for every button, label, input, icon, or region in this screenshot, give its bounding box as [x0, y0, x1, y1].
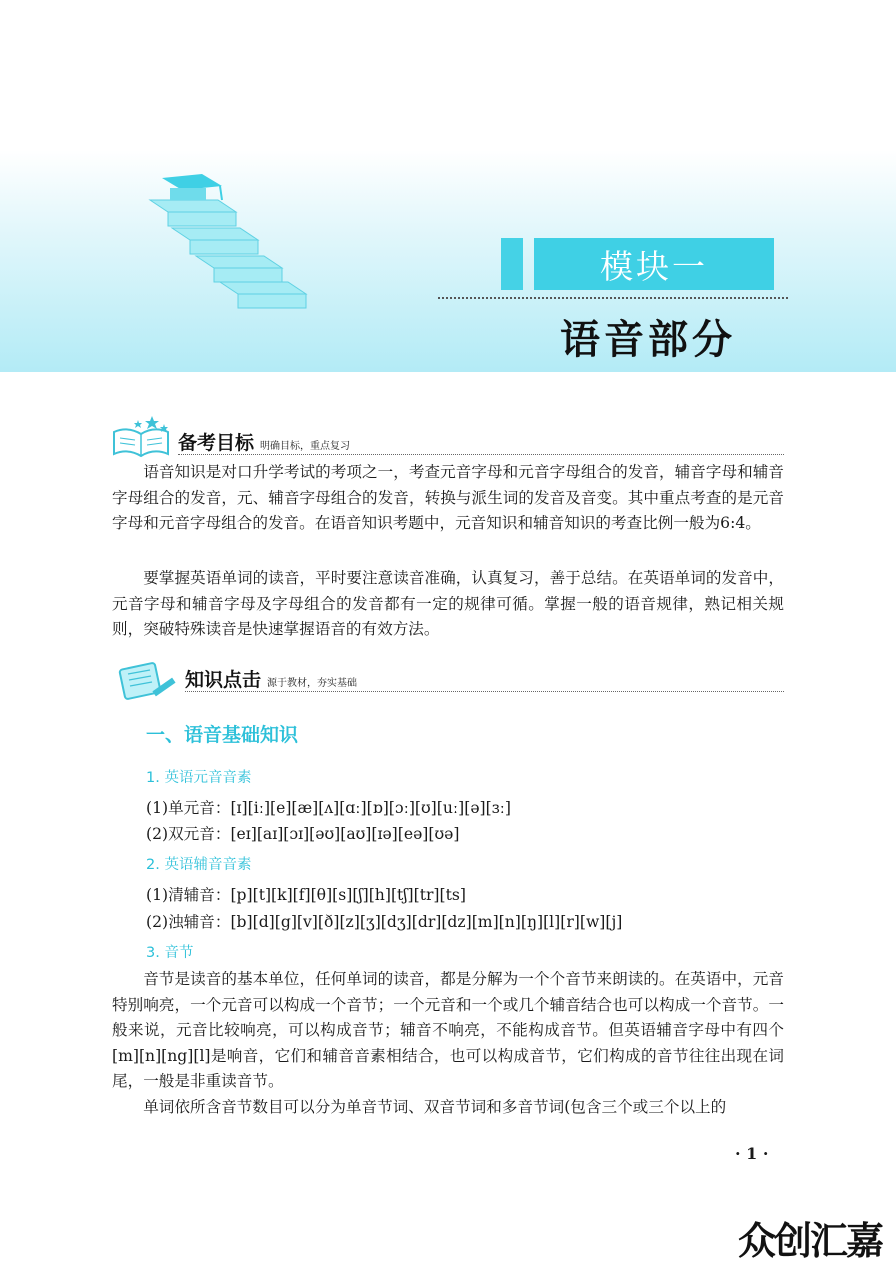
module-label-box [534, 238, 774, 290]
section-divider-goals [178, 454, 784, 455]
section-title-knowledge: 知识点击 [185, 669, 262, 691]
subheading-vowels: 1. 英语元音音素 [146, 770, 252, 786]
watermark: 众创汇嘉 [738, 1219, 883, 1263]
syllable-count-paragraph: 单词依所含音节数目可以分为单音节词、双音节词和多音节词(包含三个或三个以上的 [143, 1098, 727, 1116]
module-label: 模块一 [600, 246, 708, 286]
part-title: 语音部分 [560, 316, 736, 363]
module-accent-bar [501, 238, 523, 290]
vowels-double: (2)双元音：[eɪ][aɪ][ɔɪ][əʊ][aʊ][ɪə][eə][ʊə] [146, 825, 460, 843]
notebook-pencil-icon [112, 658, 180, 702]
heading-phonetics-basics: 一、语音基础知识 [146, 724, 299, 746]
consonants-voiceless: (1)清辅音：[p][t][k][f][θ][s][ʃ][h][tʃ][tr][ts] [146, 886, 466, 904]
section-divider-knowledge [185, 691, 784, 692]
syllable-paragraph: 音节是读音的基本单位，任何单词的读音，都是分解为一个个音节来朗读的。在英语中，元音特别响亮，一个元音可以构成一个音节；一个元音和一个或几个辅音结合也可以构成一个音节。一般来说，元音比较响亮，可以构成音节；辅音不响亮，不能构成音节。但英语辅音字母中有四个[m][n][ng][l]是响音，它们和辅音音素相结合，也可以构成音节，它们构成的音节往往出现在词尾，一般是非重读音节。 [112, 970, 784, 1090]
consonants-voiced: (2)浊辅音：[b][d][g][v][ð][z][ʒ][dʒ][dr][dz][m][n][ŋ][l][r][w][j] [146, 913, 623, 931]
section-subtitle-goals: 明确目标，重点复习 [260, 441, 351, 452]
section-head-knowledge [185, 665, 357, 692]
subheading-syllables: 3. 音节 [146, 945, 194, 961]
page-number: · 1 · [735, 1144, 769, 1163]
subheading-consonants: 2. 英语辅音音素 [146, 857, 252, 873]
goal-paragraph-1: 语音知识是对口升学考试的考项之一，考查元音字母和元音字母组合的发音，辅音字母和辅音字母组合的发音，元、辅音字母组合的发音，转换与派生词的发音及音变。其中重点考查的是元音字母和元音字母组合的发音。在语音知识考题中，元音知识和辅音知识的考查比例一般为6:4。 [112, 463, 784, 532]
goal-paragraph-2: 要掌握英语单词的读音，平时要注意读音准确，认真复习，善于总结。在英语单词的发音中，元音字母和辅音字母及字母组合的发音都有一定的规律可循。掌握一般的语音规律，熟记相关规则，突破特殊读音是快速掌握语音的有效方法。 [112, 569, 784, 638]
title-divider [438, 297, 788, 299]
section-head-goals [178, 428, 350, 455]
section-subtitle-knowledge: 源于教材，夯实基础 [267, 678, 358, 689]
section-title-goals: 备考目标 [178, 432, 255, 454]
vowels-single: (1)单元音：[ɪ][iː][e][æ][ʌ][ɑː][ɒ][ɔː][ʊ][uː][ə][ɜː] [146, 799, 511, 817]
graduation-stairs-icon [110, 170, 340, 310]
book-stars-icon [108, 414, 176, 460]
